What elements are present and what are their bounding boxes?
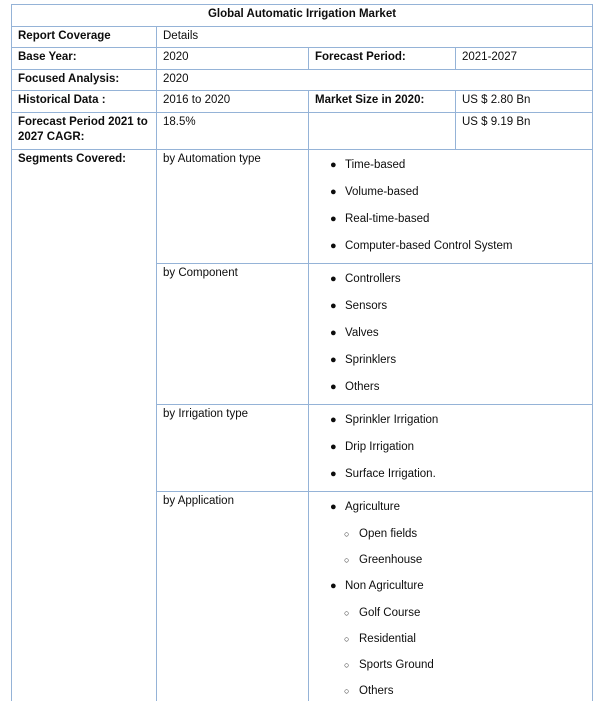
table-title-row [12,5,593,27]
list-item-label: Valves [345,326,379,339]
sub-list-item-label: Sports Ground [359,658,434,671]
row-value-forecast-cagr: 18.5% [157,112,309,149]
bullet-dot-icon: ● [330,185,337,198]
sub-bullet-list-agriculture [315,521,586,573]
row-value-market-size-2020: US $ 2.80 Bn [456,91,593,113]
bullet-dot-icon: ● [330,239,337,252]
row-label-forecast-cagr: Forecast Period 2021 to 2027 CAGR: [12,112,157,149]
table-row [12,48,593,70]
segment-items-component [309,263,593,404]
bullet-dot-icon: ● [330,413,337,426]
list-item [315,347,586,374]
bullet-dot-icon: ● [330,299,337,312]
row-label-focused-analysis: Focused Analysis: [12,69,157,91]
row-value-forecast-period: 2021-2027 [456,48,593,70]
list-item-label: Sensors [345,299,388,312]
list-item-label: Drip Irrigation [345,440,415,453]
sub-bullet-list-non-agriculture [315,600,586,701]
header-details: Details [157,26,593,48]
table-row [12,112,593,149]
segment-category-application: by Application [157,491,309,701]
sub-bullet-circle-icon: ○ [344,607,350,618]
list-item [315,320,586,347]
bullet-dot-icon: ● [330,467,337,480]
bullet-dot-icon: ● [330,326,337,339]
list-item [315,233,586,260]
segment-category-component: by Component [157,263,309,404]
list-item-label: Sprinkler Irrigation [345,413,439,426]
sub-bullet-circle-icon: ○ [344,528,350,539]
list-item [315,494,586,521]
sub-list-item [315,678,586,701]
list-item-label: Sprinklers [345,353,397,366]
list-item [315,407,586,434]
segment-items-application [309,491,593,701]
row-label-forecast-period: Forecast Period: [309,48,456,70]
sub-list-item-label: Others [359,684,394,697]
table-row [12,69,593,91]
sub-list-item [315,547,586,573]
list-item-label: Computer-based Control System [345,239,513,252]
sub-list-item-label: Residential [359,632,416,645]
sub-bullet-circle-icon: ○ [344,685,350,696]
row-value-historical-data: 2016 to 2020 [157,91,309,113]
bullet-list [315,573,586,600]
list-item-label: Controllers [345,272,401,285]
row-value-forecast-market-size-2027: US $ 9.19 Bn [456,112,593,149]
segment-items-irrigation-type [309,404,593,491]
sub-list-item-label: Greenhouse [359,553,423,566]
sub-list-item [315,652,586,678]
list-item-label: Others [345,380,380,393]
report-coverage-table [11,4,593,701]
list-item-label: Volume-based [345,185,419,198]
sub-list-item-label: Golf Course [359,606,421,619]
row-value-base-year: 2020 [157,48,309,70]
bullet-dot-icon: ● [330,500,337,513]
row-label-segments-covered: Segments Covered: [12,149,157,701]
segment-items-automation-type [309,149,593,263]
bullet-dot-icon: ● [330,380,337,393]
bullet-dot-icon: ● [330,440,337,453]
bullet-dot-icon: ● [330,579,337,592]
sub-bullet-circle-icon: ○ [344,554,350,565]
bullet-dot-icon: ● [330,353,337,366]
sub-list-item-label: Open fields [359,527,418,540]
table-header-row [12,26,593,48]
list-item-label: Agriculture [345,500,400,513]
list-item-label: Surface Irrigation. [345,467,436,480]
bullet-list [315,266,586,401]
sub-list-item [315,600,586,626]
list-item [315,206,586,233]
sub-list-item [315,626,586,652]
list-item [315,266,586,293]
row-label-base-year: Base Year: [12,48,157,70]
list-item [315,374,586,401]
list-item [315,179,586,206]
segments-row-automation-type [12,149,593,263]
list-item-label: Real-time-based [345,212,430,225]
sub-list-item [315,521,586,547]
sub-bullet-circle-icon: ○ [344,633,350,644]
table-row [12,91,593,113]
list-item [315,434,586,461]
list-item [315,293,586,320]
bullet-list [315,152,586,260]
list-item-label: Non Agriculture [345,579,424,592]
row-label-forecast-cagr-empty [309,112,456,149]
bullet-dot-icon: ● [330,158,337,171]
bullet-dot-icon: ● [330,272,337,285]
bullet-list [315,494,586,521]
sub-bullet-circle-icon: ○ [344,659,350,670]
bullet-dot-icon: ● [330,212,337,225]
list-item [315,461,586,488]
list-item [315,573,586,600]
header-report-coverage: Report Coverage [12,26,157,48]
row-value-focused-analysis: 2020 [157,69,593,91]
list-item [315,152,586,179]
row-label-market-size-2020: Market Size in 2020: [309,91,456,113]
row-label-historical-data: Historical Data : [12,91,157,113]
bullet-list [315,407,586,488]
list-item-label: Time-based [345,158,406,171]
segment-category-irrigation-type: by Irrigation type [157,404,309,491]
segment-category-automation-type: by Automation type [157,149,309,263]
table-title: Global Automatic Irrigation Market [12,5,593,27]
